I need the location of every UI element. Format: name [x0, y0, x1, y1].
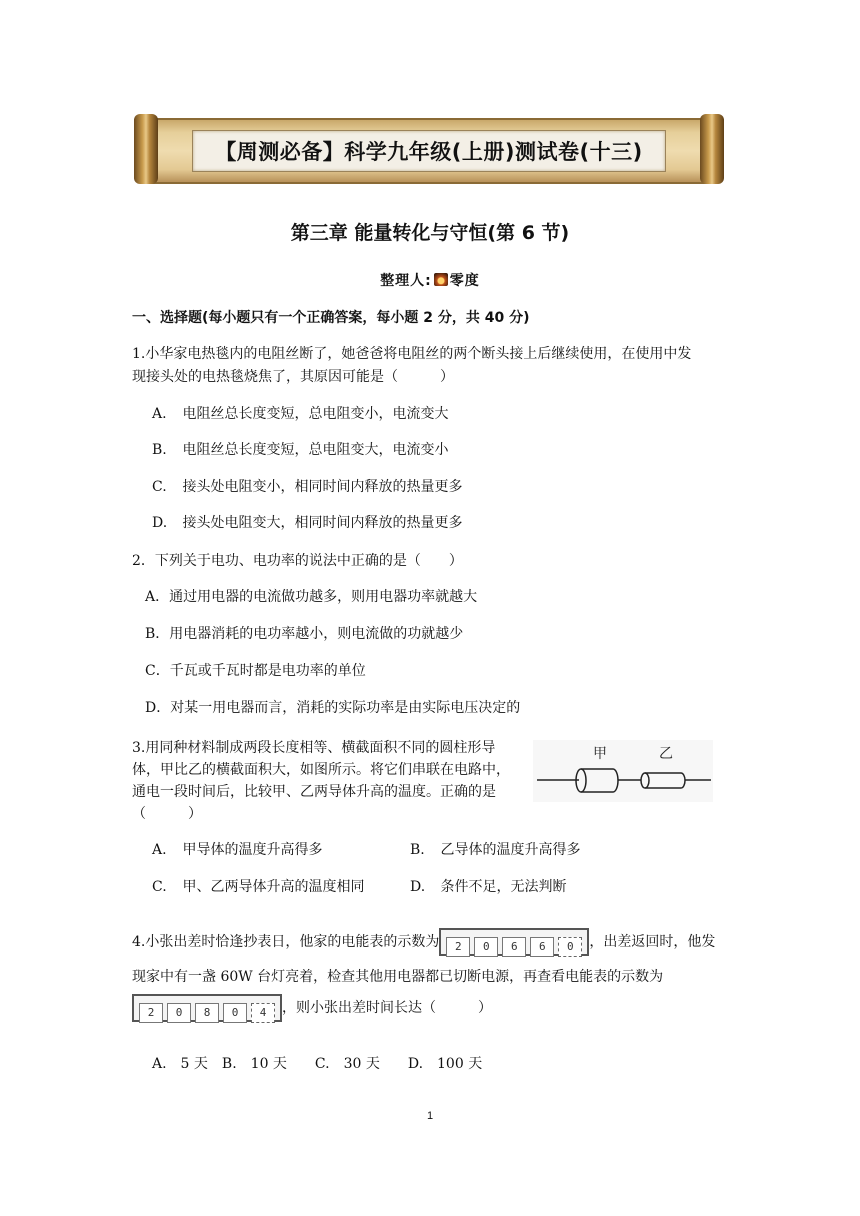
meter-digit: 2 — [139, 1003, 163, 1023]
q1-stem-line2: 现接头处的电热毯烧焦了，其原因可能是（ ） — [132, 369, 454, 385]
sunset-icon — [434, 273, 448, 286]
meter-digit: 0 — [167, 1003, 191, 1023]
organizer-name: 零度 — [449, 273, 480, 289]
q2-option-a: A．通过用电器的电流做功越多，则用电器功率就越大 — [145, 589, 478, 605]
q2-option-c: C．千瓦或千瓦时都是电功率的单位 — [145, 663, 366, 679]
option-text: 电阻丝总长度变短，总电阻变小，电流变大 — [182, 406, 449, 422]
scroll-paper — [152, 118, 706, 184]
option-text: 接头处电阻变小，相同时间内释放的热量更多 — [182, 479, 463, 495]
q3-option-d — [410, 877, 566, 897]
meter-reading-end — [132, 994, 282, 1022]
option-letter: A. — [152, 406, 167, 422]
option-letter: C. — [152, 879, 167, 895]
scroll-rod-right — [700, 114, 724, 184]
q1-option-d — [152, 513, 462, 533]
q1-option-c — [152, 477, 462, 497]
q3-stem-line3: 通电一段时间后，比较甲、乙两导体升高的温度。正确的是 — [132, 784, 496, 800]
option-text: 甲、乙两导体升高的温度相同 — [182, 879, 365, 895]
q4-options: A. 5 天 B. 10 天 C. 30 天 D. 100 天 — [152, 1056, 483, 1072]
option-letter: D. — [152, 515, 168, 531]
q1-option-b — [152, 440, 448, 460]
q4-stem-line1 — [132, 928, 715, 956]
scroll-rod-left — [134, 114, 158, 184]
meter-digit-decimal: 0 — [558, 937, 582, 957]
q3-stem-line2: 体，甲比乙的横截面积大，如图所示。将它们串联在电路中， — [132, 762, 510, 778]
q4-text-b: ，出差返回时，他发 — [589, 934, 716, 950]
q4-stem-line3 — [132, 994, 492, 1022]
label-jia: 甲 — [593, 746, 607, 762]
organizer-line — [0, 270, 860, 290]
meter-digit: 6 — [502, 937, 526, 957]
option-letter: D. — [410, 879, 426, 895]
q4-text-a: 4.小张出差时恰逢抄表日，他家的电能表的示数为 — [132, 934, 440, 950]
q3-stem-line4: （ ） — [132, 806, 202, 822]
organizer-label: 整理人: — [380, 273, 432, 289]
title-banner — [134, 114, 724, 184]
q3-option-a — [152, 840, 322, 860]
option-text: 条件不足，无法判断 — [440, 879, 567, 895]
option-text: 接头处电阻变大，相同时间内释放的热量更多 — [182, 515, 463, 531]
banner-frame — [192, 130, 666, 172]
conductor-figure — [533, 740, 713, 802]
q3-option-c — [152, 877, 364, 897]
meter-digit: 0 — [474, 937, 498, 957]
option-text: 甲导体的温度升高得多 — [182, 842, 323, 858]
meter-digit-decimal: 4 — [251, 1003, 275, 1023]
q3-option-b — [410, 840, 580, 860]
q1-stem-line1: 1.小华家电热毯内的电阻丝断了，她爸爸将电阻丝的两个断头接上后继续使用，在使用中发 — [132, 346, 692, 362]
meter-digit: 0 — [223, 1003, 247, 1023]
option-letter: A. — [152, 842, 167, 858]
banner-title: 【周测必备】科学九年级(上册)测试卷(十三) — [215, 140, 643, 164]
page-number: 1 — [426, 1110, 434, 1122]
q4-stem-line2: 现家中有一盏 60W 台灯亮着，检查其他用电器都已切断电源，再查看电能表的示数为 — [132, 969, 664, 985]
label-yi: 乙 — [659, 746, 673, 762]
meter-reading-start — [439, 928, 589, 956]
chapter-title: 第三章 能量转化与守恒(第 6 节) — [290, 222, 570, 244]
option-letter: B. — [152, 442, 167, 458]
figure-background — [533, 740, 713, 802]
q2-option-b: B．用电器消耗的电功率越小，则电流做的功就越少 — [145, 626, 464, 642]
q2-option-d: D．对某一用电器而言，消耗的实际功率是由实际电压决定的 — [145, 700, 521, 716]
q3-stem-line1: 3.用同种材料制成两段长度相等、横截面积不同的圆柱形导 — [132, 740, 496, 756]
q4-text-c: ，则小张出差时间长达（ ） — [282, 1000, 492, 1016]
q1-option-a — [152, 404, 448, 424]
meter-digit: 2 — [446, 937, 470, 957]
q2-stem: 2．下列关于电功、电功率的说法中正确的是（ ） — [132, 553, 463, 569]
option-text: 乙导体的温度升高得多 — [440, 842, 581, 858]
meter-digit: 6 — [530, 937, 554, 957]
option-letter: B. — [410, 842, 425, 858]
option-text: 电阻丝总长度变短，总电阻变大，电流变小 — [182, 442, 449, 458]
option-letter: C. — [152, 479, 167, 495]
meter-digit: 8 — [195, 1003, 219, 1023]
section-heading: 一、选择题(每小题只有一个正确答案，每小题 2 分，共 40 分) — [132, 310, 530, 326]
